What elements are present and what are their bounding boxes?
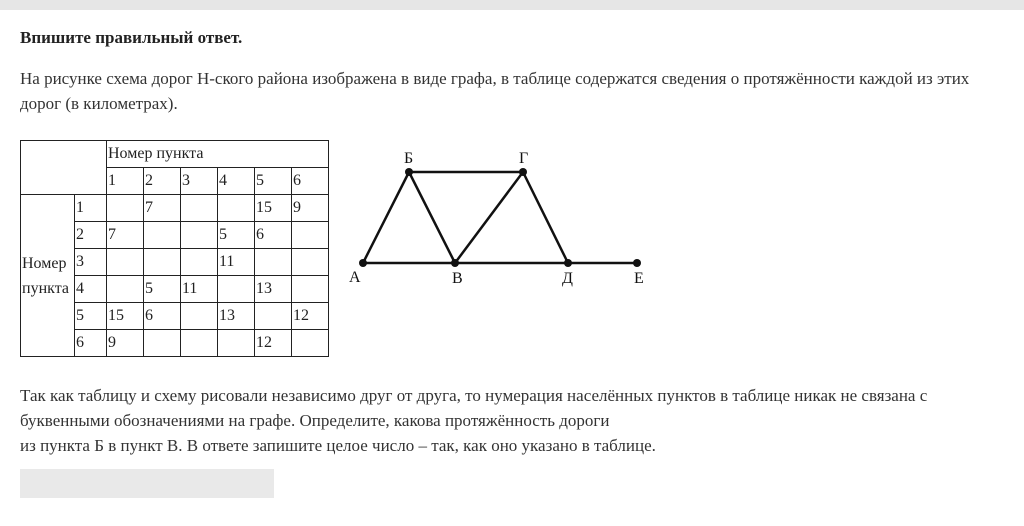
table-cell: 15 — [255, 195, 292, 222]
table-cell — [255, 249, 292, 276]
table-cell: 12 — [292, 303, 329, 330]
question-line1: Так как таблицу и схему рисовали независимо друг от друга, то нумерация населённых пунктов в таблице никак не связана с буквенными обозначениями на графе. Определите, какова протяжённость дороги — [20, 386, 928, 430]
table-header-row — [21, 141, 329, 168]
question-line2: из пункта Б в пункт В. В ответе запишите целое число – так, как оно указано в таблице. — [20, 436, 656, 455]
label-v: В — [452, 270, 463, 287]
label-d: Д — [562, 270, 573, 287]
table-cell — [292, 222, 329, 249]
table-cell: 6 — [255, 222, 292, 249]
table-cell — [218, 330, 255, 357]
top-bar — [0, 0, 1024, 10]
table-cell — [218, 195, 255, 222]
node-g — [519, 168, 527, 176]
column-number: 6 — [292, 168, 329, 195]
table-cell — [218, 276, 255, 303]
row-number: 6 — [75, 330, 107, 357]
edge-b-v — [409, 172, 455, 263]
label-e: Е — [634, 270, 644, 287]
table-row — [21, 195, 329, 222]
column-header: Номер пункта — [107, 141, 329, 168]
answer-input[interactable] — [20, 469, 274, 498]
table-cell: 7 — [107, 222, 144, 249]
column-number: 1 — [107, 168, 144, 195]
instruction-heading: Впишите правильный ответ. — [20, 28, 243, 47]
column-number: 5 — [255, 168, 292, 195]
table-cell: 6 — [144, 303, 181, 330]
table-cell: 12 — [255, 330, 292, 357]
table-cell — [292, 249, 329, 276]
table-cell — [181, 222, 218, 249]
node-d — [564, 259, 572, 267]
label-g: Г — [519, 150, 529, 167]
node-b — [405, 168, 413, 176]
road-graph — [340, 140, 660, 290]
table-cell: 5 — [144, 276, 181, 303]
row-number: 2 — [75, 222, 107, 249]
column-number: 4 — [218, 168, 255, 195]
table-cell — [292, 330, 329, 357]
edge-g-d — [523, 172, 568, 263]
table-cell: 5 — [218, 222, 255, 249]
row-number: 1 — [75, 195, 107, 222]
table-cell — [292, 276, 329, 303]
distance-table — [20, 140, 329, 357]
table-cell: 11 — [181, 276, 218, 303]
edge-a-b — [363, 172, 409, 263]
table-cell: 9 — [292, 195, 329, 222]
edge-v-g — [455, 172, 523, 263]
table-cell: 7 — [144, 195, 181, 222]
intro-paragraph: На рисунке схема дорог Н-ского района изображена в виде графа, в таблице содержатся сведения о протяжённости каждой из этих дорог (в километрах). — [20, 69, 970, 113]
table-cell — [144, 330, 181, 357]
label-b: Б — [404, 150, 414, 167]
row-number: 4 — [75, 276, 107, 303]
table-cell — [181, 249, 218, 276]
table-cell — [144, 249, 181, 276]
column-number: 3 — [181, 168, 218, 195]
table-cell — [107, 276, 144, 303]
node-a — [359, 259, 367, 267]
table-cell — [107, 249, 144, 276]
row-header-line2: пункта — [22, 279, 69, 297]
row-number: 5 — [75, 303, 107, 330]
table-cell: 13 — [255, 276, 292, 303]
table-corner-cell — [21, 141, 107, 195]
row-header — [21, 195, 75, 357]
table-cell: 15 — [107, 303, 144, 330]
column-number: 2 — [144, 168, 181, 195]
node-e — [633, 259, 641, 267]
table-cell — [181, 303, 218, 330]
row-header-line1: Номер — [22, 254, 67, 272]
table-cell: 9 — [107, 330, 144, 357]
table-cell: 11 — [218, 249, 255, 276]
node-v — [451, 259, 459, 267]
row-number: 3 — [75, 249, 107, 276]
table-cell — [181, 195, 218, 222]
table-cell — [144, 222, 181, 249]
question-paragraph — [20, 383, 1010, 458]
table-cell — [181, 330, 218, 357]
table-cell — [255, 303, 292, 330]
table-cell — [107, 195, 144, 222]
table-cell: 13 — [218, 303, 255, 330]
label-a: А — [349, 269, 361, 286]
